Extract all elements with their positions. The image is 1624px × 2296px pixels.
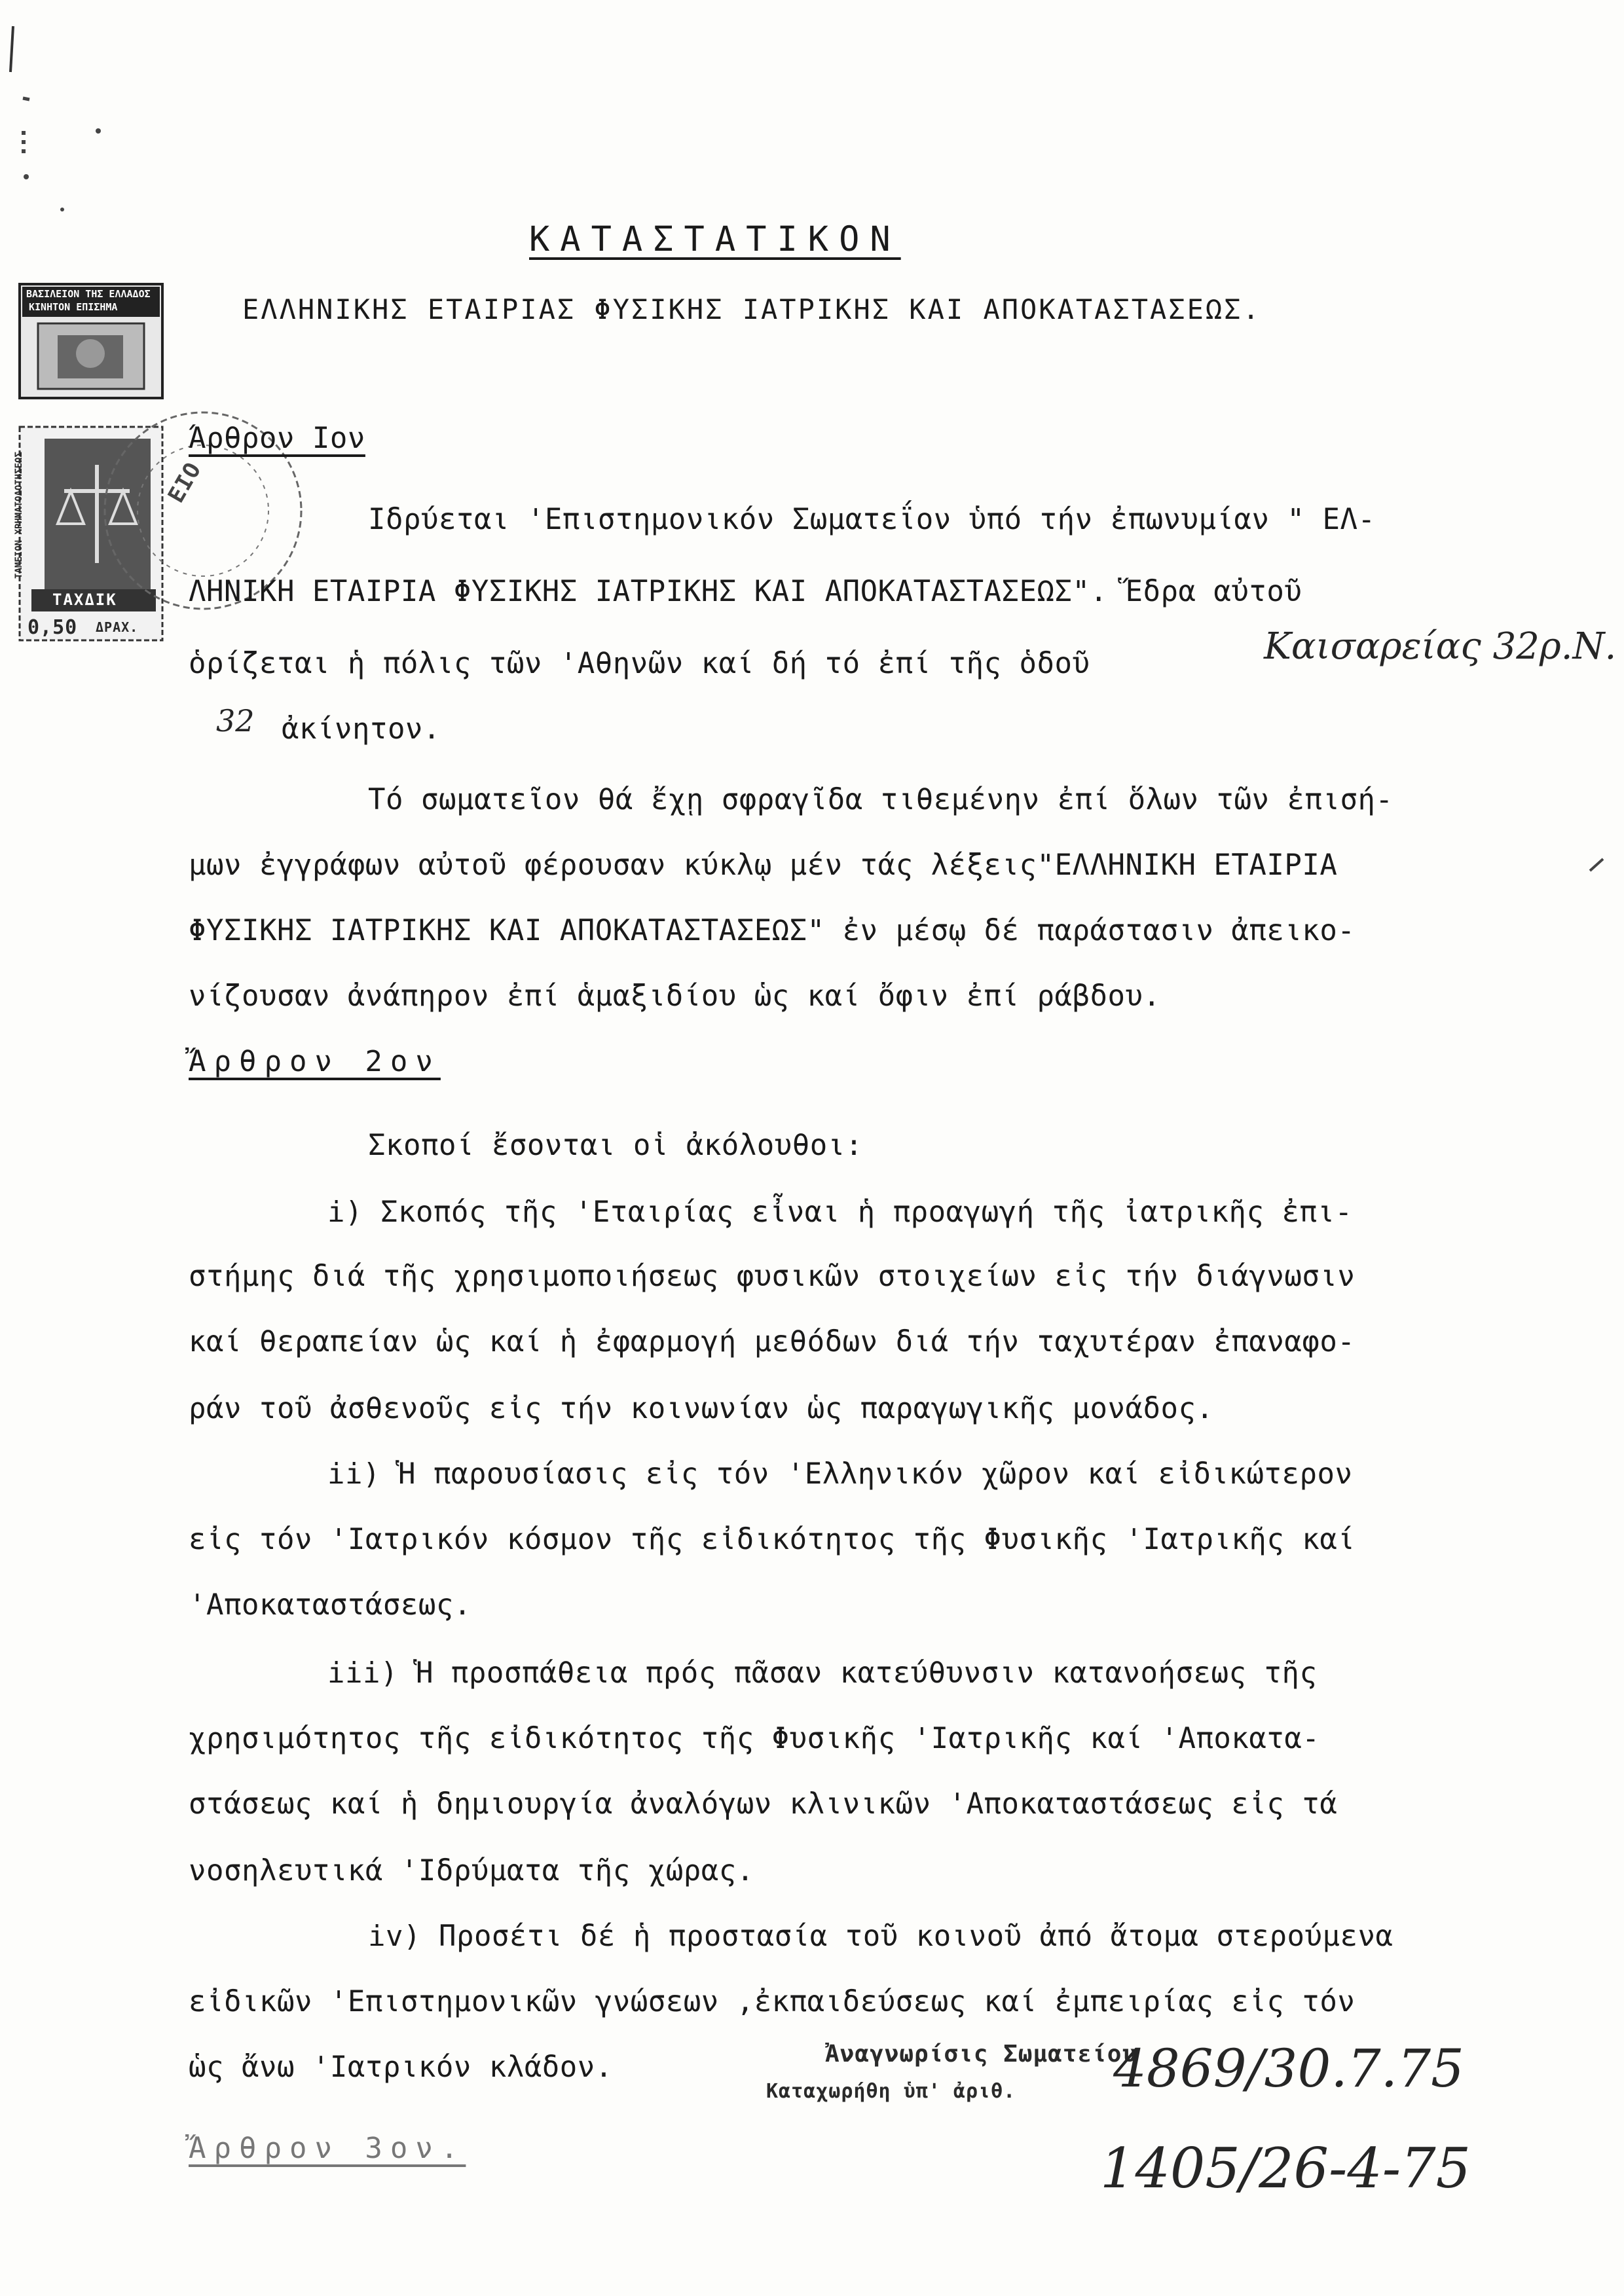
article-2-line: νοσηλευτικά 'Ιδρύματα τῆς χώρας.	[189, 1854, 754, 1887]
revenue-stamp-top	[18, 283, 164, 399]
article-2-line: καί θεραπείαν ὡς καί ἡ ἐφαρμογή μεθόδων διά τήν ταχυτέραν ἐπαναφο-	[189, 1325, 1356, 1358]
article-3-heading: Ἄρθρον 3ον.	[189, 2132, 466, 2165]
revenue-stamp-bottom-text: ΚΙΝΗΤΟΝ ΕΠΙΣΗΜΑ	[29, 301, 118, 313]
margin-marks	[0, 0, 118, 236]
document-title: ΚΑΤΑΣΤΑΤΙΚΟΝ	[529, 220, 901, 259]
right-margin-mark	[1585, 851, 1611, 877]
article-1-line: Τό σωματεῖον θά ἔχῃ σφραγῖδα τιθεμένην ἐπί ὅλων τῶν ἐπισή-	[368, 783, 1393, 816]
handwritten-address: Καισαρείας 32ρ.Ν.	[1264, 625, 1617, 668]
fee-stamp-value: 0,50	[28, 616, 78, 639]
article-2-line: ii) Ἡ παρουσίασις εἰς τόν 'Ελληνικόν χῶρον καί εἰδικώτερον	[327, 1457, 1353, 1491]
revenue-stamp-top-text: ΒΑΣΙΛΕΙΟΝ ΤΗΣ ΕΛΛΑΔΟΣ	[26, 288, 151, 300]
document-subtitle: ΕΛΛΗΝΙΚΗΣ ΕΤΑΙΡΙΑΣ ΦΥΣΙΚΗΣ ΙΑΤΡΙΚΗΣ ΚΑΙ ΑΠΟΚΑΤΑΣΤΑΣΕΩΣ.	[242, 293, 1261, 325]
article-2-line: εἰς τόν 'Ιατρικόν κόσμον τῆς εἰδικότητος τῆς Φυσικῆς 'Ιατρικῆς καί	[189, 1523, 1356, 1556]
article-1-line: ἀκίνητον.	[282, 712, 441, 746]
article-2-line: i) Σκοπός τῆς 'Εταιρίας εἶναι ἡ προαγωγή τῆς ἰατρικῆς ἐπι-	[327, 1195, 1353, 1229]
registration-stamp-line-1: Ἀναγνωρίσις Σωματείου	[825, 2041, 1137, 2068]
article-2-line: χρησιμότητος τῆς εἰδικότητος τῆς Φυσικῆς 'Ιατρικῆς καί 'Αποκατα-	[189, 1722, 1320, 1755]
article-1-line: ΦΥΣΙΚΗΣ ΙΑΤΡΙΚΗΣ ΚΑΙ ΑΠΟΚΑΤΑΣΤΑΣΕΩΣ" ἐν μέσῳ δέ παράστασιν ἀπεικο-	[189, 914, 1356, 947]
article-1-heading: Άρθρον Ιον	[189, 422, 365, 455]
article-2-line: iv) Προσέτι δέ ἡ προστασία τοῦ κοινοῦ ἀπό ἄτομα στερούμενα	[368, 1920, 1393, 1953]
registration-stamp-line-2: Καταχωρήθη ὑπ' ἀριθ.	[766, 2080, 1016, 2103]
handwritten-registration-1: 4869/30.7.75	[1113, 2038, 1464, 2099]
article-1-line: μων ἐγγράφων αὐτοῦ φέρουσαν κύκλῳ μέν τάς λέξεις"ΕΛΛΗΝΙΚΗ ΕΤΑΙΡΙΑ	[189, 848, 1338, 882]
seal-text: ΕΙΟ	[162, 458, 207, 507]
revenue-stamp-icon	[18, 283, 164, 399]
article-2-line: εἰδικῶν 'Επιστημονικῶν γνώσεων ,ἐκπαιδεύσεως καί ἐμπειρίας εἰς τόν	[189, 1985, 1356, 2018]
article-2-line: ὡς ἄνω 'Ιατρικόν κλάδον.	[189, 2050, 613, 2084]
fee-stamp-label: ΤΑΧΔΙΚ	[52, 591, 117, 609]
handwritten-registration-2: 1405/26-4-75	[1100, 2136, 1471, 2200]
article-1-line: νίζουσαν ἀνάπηρον ἐπί ἁμαξιδίου ὡς καί ὄφιν ἐπί ράβδου.	[189, 979, 1161, 1013]
handwritten-number: 32	[216, 703, 255, 738]
fee-stamp-unit: ΔΡΑΧ.	[96, 619, 139, 635]
article-2-line: στήμης διά τῆς χρησιμοποιήσεως φυσικῶν στοιχείων εἰς τήν διάγνωσιν	[189, 1260, 1356, 1293]
article-2-line: στάσεως καί ἡ δημιουργία ἀναλόγων κλινικῶν 'Αποκαταστάσεως εἰς τά	[189, 1787, 1338, 1821]
article-2-heading: Ἄρθρον 2ον	[189, 1045, 441, 1078]
article-2-line: Σκοποί ἔσονται οἱ ἀκόλουθοι:	[368, 1129, 863, 1162]
article-1-line: ὁρίζεται ἡ πόλις τῶν 'Αθηνῶν καί δή τό ἐπί τῆς ὁδοῦ	[189, 647, 1090, 680]
article-1-line: ΛΗΝΙΚΗ ΕΤΑΙΡΙΑ ΦΥΣΙΚΗΣ ΙΑΤΡΙΚΗΣ ΚΑΙ ΑΠΟΚΑΤΑΣΤΑΣΕΩΣ". Ἕδρα αὐτοῦ	[189, 575, 1302, 608]
article-2-line: iii) Ἡ προσπάθεια πρός πᾶσαν κατεύθυνσιν κατανοήσεως τῆς	[327, 1656, 1318, 1690]
article-2-line: ράν τοῦ ἀσθενοῦς εἰς τήν κοινωνίαν ὡς παραγωγικῆς μονάδος.	[189, 1392, 1214, 1425]
fee-stamp-side-text: ΤΑΜΕΙΟΝ ΧΡΗΜΑΤΟΔΟΤΗΣΕΩΣ	[13, 452, 24, 579]
article-1-line: Ιδρύεται 'Επιστημονικόν Σωματεΐον ὑπό τήν ἐπωνυμίαν " ΕΛ-	[368, 503, 1376, 536]
article-2-line: 'Αποκαταστάσεως.	[189, 1588, 471, 1622]
